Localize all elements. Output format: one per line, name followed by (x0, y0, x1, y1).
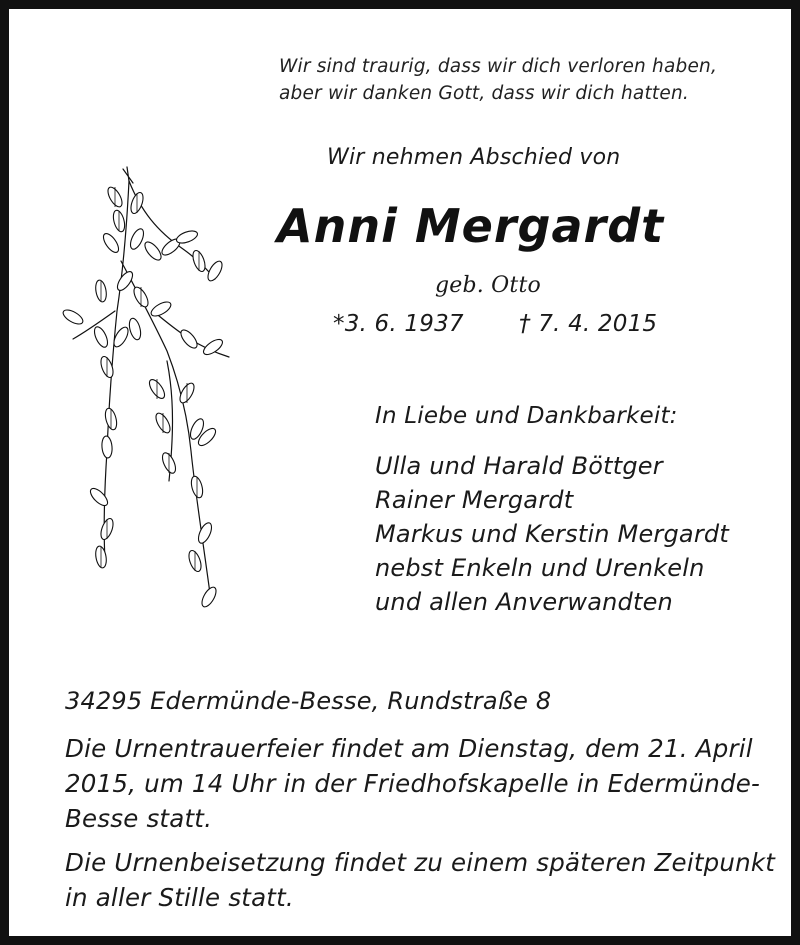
memorial-quote (279, 53, 717, 107)
mourners-list (375, 449, 729, 619)
mourner-line: Rainer Mergardt (375, 486, 574, 514)
mourner-line: nebst Enkeln und Urenkeln (375, 554, 705, 582)
ceremony-notice (65, 731, 760, 836)
branch-leaves (61, 185, 225, 609)
burial-notice (65, 845, 775, 915)
willow-branch-icon (57, 161, 247, 621)
quote-line-1: Wir sind traurig, dass wir dich verloren haben, (279, 56, 718, 77)
farewell-intro: Wir nehmen Abschied von (327, 145, 621, 170)
ceremony-line-2: 2015, um 14 Uhr in der Friedhofskapelle in Edermünde- (65, 769, 761, 798)
mourner-line: Markus und Kerstin Mergardt (375, 520, 729, 548)
thanks-heading: In Liebe und Dankbarkeit: (375, 403, 678, 429)
family-address: 34295 Edermünde-Besse, Rundstraße 8 (65, 687, 552, 715)
burial-line-1: Die Urnenbeisetzung findet zu einem späteren Zeitpunkt (65, 848, 776, 877)
mourner-line: und allen Anverwandten (375, 588, 673, 616)
deceased-name: Anni Mergardt (277, 199, 665, 253)
quote-line-2: aber wir danken Gott, dass wir dich hatten. (279, 83, 689, 104)
mourner-line: Ulla und Harald Böttger (375, 452, 663, 480)
maiden-name: geb. Otto (435, 273, 541, 298)
birth-date: *3. 6. 1937 (333, 311, 464, 337)
ceremony-line-3: Besse statt. (65, 804, 213, 833)
burial-line-2: in aller Stille statt. (65, 883, 294, 912)
death-date: † 7. 4. 2015 (519, 311, 658, 337)
ceremony-line-1: Die Urnentrauerfeier findet am Dienstag, dem 21. April (65, 734, 753, 763)
